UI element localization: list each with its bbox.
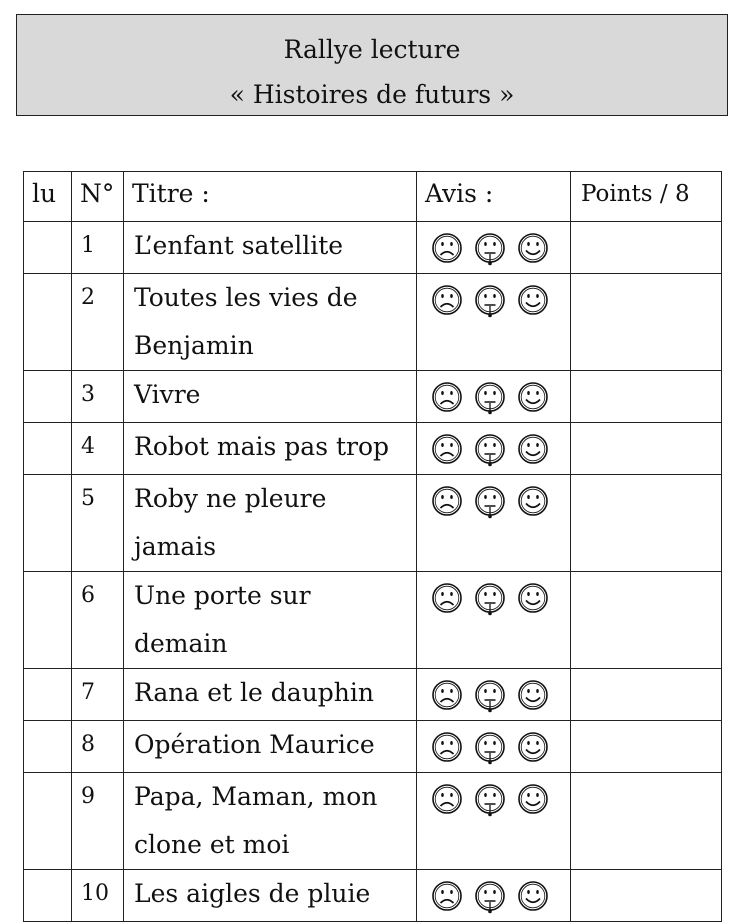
titre-cell <box>124 274 417 371</box>
table-row <box>24 423 722 475</box>
points-cell[interactable] <box>571 274 722 371</box>
neutral-face-icon[interactable] <box>474 485 506 519</box>
column-header-points: Points / 8 <box>571 172 722 222</box>
table-row <box>24 475 722 572</box>
neutral-face-icon[interactable] <box>474 284 506 318</box>
sad-face-icon[interactable] <box>431 232 463 266</box>
column-header-lu: lu <box>24 172 72 222</box>
happy-face-icon[interactable] <box>517 433 549 467</box>
numero-cell <box>72 371 124 423</box>
book-number: 9 <box>81 784 95 809</box>
book-title: Roby ne pleure jamais <box>134 484 327 561</box>
points-cell[interactable] <box>571 222 722 274</box>
avis-faces <box>417 222 570 266</box>
happy-face-icon[interactable] <box>517 783 549 817</box>
lu-cell[interactable] <box>24 669 72 721</box>
book-number: 8 <box>81 732 95 757</box>
numero-cell <box>72 870 124 922</box>
sad-face-icon[interactable] <box>431 582 463 616</box>
numero-cell <box>72 423 124 475</box>
points-cell[interactable] <box>571 870 722 922</box>
book-title: Une porte sur demain <box>134 581 311 658</box>
titre-cell <box>124 222 417 274</box>
table-row <box>24 669 722 721</box>
sad-face-icon[interactable] <box>431 880 463 914</box>
avis-faces <box>417 773 570 817</box>
avis-faces <box>417 423 570 467</box>
table-row <box>24 721 722 773</box>
page-subtitle: « Histoires de futurs » <box>229 80 515 109</box>
points-cell[interactable] <box>571 669 722 721</box>
lu-cell[interactable] <box>24 222 72 274</box>
points-cell[interactable] <box>571 721 722 773</box>
avis-faces <box>417 274 570 318</box>
lu-cell[interactable] <box>24 721 72 773</box>
avis-cell <box>417 870 571 922</box>
avis-cell <box>417 274 571 371</box>
happy-face-icon[interactable] <box>517 485 549 519</box>
titre-cell <box>124 870 417 922</box>
lu-cell[interactable] <box>24 572 72 669</box>
happy-face-icon[interactable] <box>517 880 549 914</box>
points-cell[interactable] <box>571 773 722 870</box>
numero-cell <box>72 475 124 572</box>
neutral-face-icon[interactable] <box>474 381 506 415</box>
numero-cell <box>72 773 124 870</box>
neutral-face-icon[interactable] <box>474 582 506 616</box>
book-title: Vivre <box>134 380 201 409</box>
book-title: Toutes les vies de Benjamin <box>134 283 358 360</box>
neutral-face-icon[interactable] <box>474 783 506 817</box>
book-title: Les aigles de pluie <box>134 879 371 908</box>
book-number: 2 <box>81 285 95 310</box>
points-cell[interactable] <box>571 423 722 475</box>
lu-cell[interactable] <box>24 870 72 922</box>
avis-cell <box>417 222 571 274</box>
column-header-titre: Titre : <box>124 172 417 222</box>
table-row <box>24 572 722 669</box>
table-row <box>24 773 722 870</box>
avis-cell <box>417 371 571 423</box>
titre-cell <box>124 423 417 475</box>
book-title: Papa, Maman, mon clone et moi <box>134 782 378 859</box>
happy-face-icon[interactable] <box>517 232 549 266</box>
avis-cell <box>417 423 571 475</box>
avis-cell <box>417 572 571 669</box>
book-title: L’enfant satellite <box>134 231 344 260</box>
title-box <box>16 14 728 116</box>
table-row <box>24 222 722 274</box>
numero-cell <box>72 572 124 669</box>
titre-cell <box>124 721 417 773</box>
neutral-face-icon[interactable] <box>474 880 506 914</box>
column-header-numero: N° <box>72 172 124 222</box>
numero-cell <box>72 669 124 721</box>
book-number: 1 <box>81 233 95 258</box>
titre-cell <box>124 475 417 572</box>
avis-faces <box>417 572 570 616</box>
titre-cell <box>124 371 417 423</box>
book-number: 5 <box>81 486 95 511</box>
avis-faces <box>417 475 570 519</box>
table-body <box>24 222 722 922</box>
avis-faces <box>417 721 570 765</box>
avis-faces <box>417 870 570 914</box>
numero-cell <box>72 222 124 274</box>
table-header-row <box>24 172 722 222</box>
column-header-avis: Avis : <box>417 172 571 222</box>
avis-cell <box>417 773 571 870</box>
avis-faces <box>417 669 570 713</box>
reading-table <box>23 171 722 922</box>
numero-cell <box>72 721 124 773</box>
happy-face-icon[interactable] <box>517 284 549 318</box>
happy-face-icon[interactable] <box>517 582 549 616</box>
happy-face-icon[interactable] <box>517 381 549 415</box>
table-row <box>24 371 722 423</box>
points-cell[interactable] <box>571 572 722 669</box>
book-title: Robot mais pas trop <box>134 432 390 461</box>
sad-face-icon[interactable] <box>431 284 463 318</box>
happy-face-icon[interactable] <box>517 679 549 713</box>
table-row <box>24 870 722 922</box>
titre-cell <box>124 773 417 870</box>
neutral-face-icon[interactable] <box>474 679 506 713</box>
page-title: Rallye lecture <box>283 35 461 64</box>
book-number: 4 <box>81 434 95 459</box>
sad-face-icon[interactable] <box>431 731 463 765</box>
book-number: 6 <box>81 583 95 608</box>
lu-cell[interactable] <box>24 371 72 423</box>
avis-faces <box>417 371 570 415</box>
book-number: 3 <box>81 382 95 407</box>
neutral-face-icon[interactable] <box>474 232 506 266</box>
sad-face-icon[interactable] <box>431 381 463 415</box>
titre-cell <box>124 669 417 721</box>
points-cell[interactable] <box>571 475 722 572</box>
lu-cell[interactable] <box>24 773 72 870</box>
points-cell[interactable] <box>571 371 722 423</box>
happy-face-icon[interactable] <box>517 731 549 765</box>
book-title: Rana et le dauphin <box>134 678 374 707</box>
table-row <box>24 274 722 371</box>
avis-cell <box>417 475 571 572</box>
lu-cell[interactable] <box>24 423 72 475</box>
avis-cell <box>417 721 571 773</box>
sad-face-icon[interactable] <box>431 485 463 519</box>
book-number: 10 <box>81 881 109 906</box>
sad-face-icon[interactable] <box>431 679 463 713</box>
avis-cell <box>417 669 571 721</box>
lu-cell[interactable] <box>24 475 72 572</box>
numero-cell <box>72 274 124 371</box>
lu-cell[interactable] <box>24 274 72 371</box>
titre-cell <box>124 572 417 669</box>
sad-face-icon[interactable] <box>431 783 463 817</box>
book-title: Opération Maurice <box>134 730 375 759</box>
sad-face-icon[interactable] <box>431 433 463 467</box>
neutral-face-icon[interactable] <box>474 433 506 467</box>
book-number: 7 <box>81 680 95 705</box>
neutral-face-icon[interactable] <box>474 731 506 765</box>
